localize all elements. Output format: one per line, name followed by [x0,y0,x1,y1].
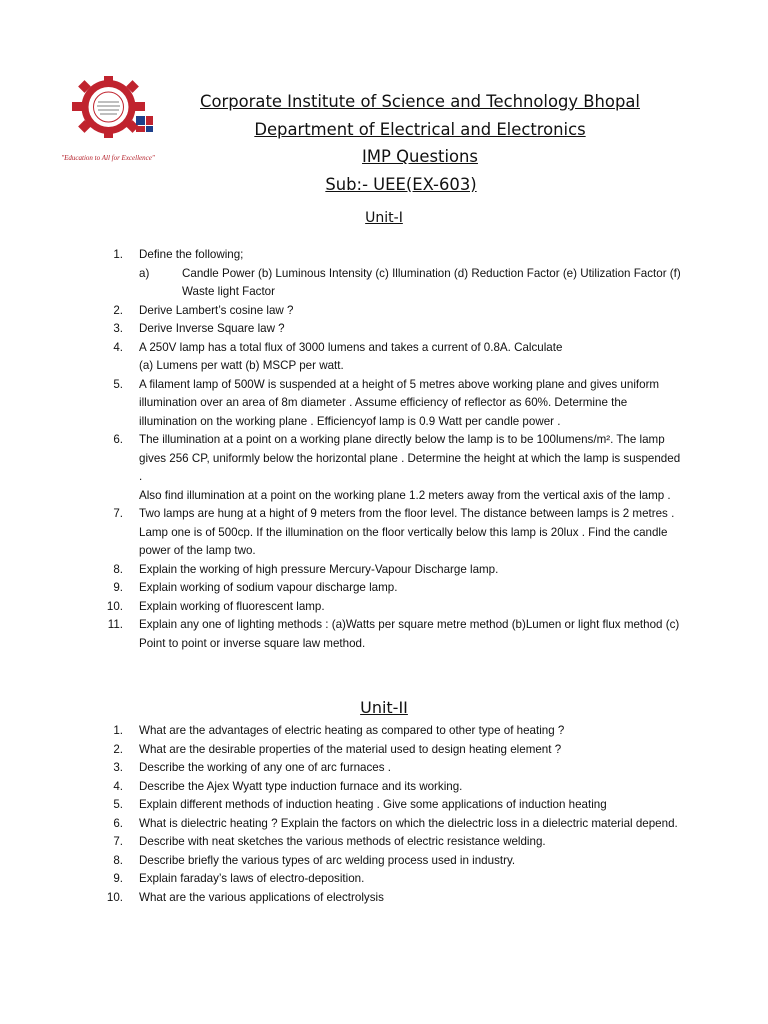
question-text-continued: (a) Lumens per watt (b) MSCP per watt. [139,359,344,372]
question-item [96,889,686,908]
unit-2-title: Unit-II [360,698,408,717]
question-item [96,722,686,741]
sub-question-text: Candle Power (b) Luminous Intensity (c) Illumination (d) Reduction Factor (e) Utilization Factor (f) Waste light Factor [182,266,681,298]
question-item [96,778,686,797]
question-number: 2. [113,303,123,317]
question-item [96,561,686,580]
question-number: 11. [107,618,123,631]
question-number: 5. [113,377,123,391]
question-text: Explain different methods of induction heating . Give some applications of induction heating [139,798,607,811]
question-number: 6. [113,816,123,830]
question-number: 9. [113,581,123,594]
question-item [96,815,686,834]
unit-2-question-list [96,722,686,907]
question-number: 3. [113,761,123,774]
question-number: 4. [113,340,123,354]
question-item [96,833,686,852]
question-text: Describe with neat sketches the various methods of electric resistance welding. [139,835,546,848]
subject-code: Sub:- UEE(EX-603) [325,174,477,194]
question-item [96,741,686,760]
question-text: Explain any one of lighting methods : (a)Watts per square metre method (b)Lumen or light flux method (c) Point to point or inverse square law method. [139,618,680,650]
logo-tagline: "Education to All for Excellence" [61,154,155,162]
question-text: Describe the Ajex Wyatt type induction furnace and its working. [139,779,463,793]
question-item [96,796,686,815]
question-item [96,505,686,561]
sub-question-letter: a) [139,266,150,280]
institute-logo [52,72,164,172]
question-number: 10. [106,599,123,613]
question-text: Explain working of fluorescent lamp. [139,599,325,613]
question-number: 9. [113,872,123,885]
question-number: 2. [113,742,123,756]
sub-question-item [139,265,686,302]
question-text: Define the following; [139,248,244,261]
question-text: What are the desirable properties of the material used to design heating element ? [139,742,562,756]
question-text: A 250V lamp has a total flux of 3000 lumens and takes a current of 0.8A. Calculate [139,340,563,354]
sub-question-list [139,265,686,302]
question-text: The illumination at a point on a working plane directly below the lamp is to be 100lumens/m². The lamp gives 256 CP, uniformly below the horizontal plane . Determine the height at which the lamp is suspended . [139,433,681,483]
question-text: What are the various applications of electrolysis [139,890,384,904]
document-header [150,88,690,198]
question-number: 10. [106,890,123,904]
question-item [96,870,686,889]
question-number: 7. [113,507,123,520]
question-item [96,339,686,376]
question-item [96,616,686,653]
question-number: 8. [113,562,123,576]
question-text: Explain the working of high pressure Mercury-Vapour Discharge lamp. [139,562,499,576]
question-text: Explain working of sodium vapour discharge lamp. [139,581,398,594]
unit-1-question-list [96,246,686,653]
question-number: 6. [113,433,123,446]
question-text: What is dielectric heating ? Explain the factors on which the dielectric loss in a dielectric material depend. [139,816,678,830]
question-number: 1. [113,248,123,261]
question-item [96,320,686,339]
question-number: 4. [113,779,123,793]
question-number: 7. [113,835,123,848]
question-text: Derive Lambert’s cosine law ? [139,303,294,317]
question-number: 3. [113,322,123,335]
question-text: Two lamps are hung at a hight of 9 meters from the floor level. The distance between lamps is 2 metres . Lamp one is of 500cp. If the illumination on the floor vertically below this lamp is 20lux . Find the candle power of the lamp two. [139,507,675,557]
question-item [96,376,686,432]
question-text: Describe the working of any one of arc furnaces . [139,761,391,774]
unit-1-title: Unit-I [365,210,403,226]
question-number: 5. [113,798,123,811]
question-item [96,302,686,321]
question-text: Describe briefly the various types of arc welding process used in industry. [139,853,516,867]
question-item [96,852,686,871]
question-number: 1. [113,724,123,737]
question-item [96,759,686,778]
question-item [96,579,686,598]
question-text: Derive Inverse Square law ? [139,322,285,335]
question-text: What are the advantages of electric heating as compared to other type of heating ? [139,724,565,737]
question-item [96,431,686,505]
question-text-continued: Also find illumination at a point on the working plane 1.2 meters away from the vertical axis of the lamp . [139,488,671,502]
institute-name: Corporate Institute of Science and Technology Bhopal [200,92,640,111]
gear-emblem-icon [60,72,156,152]
question-item [96,246,686,302]
question-text: Explain faraday’s laws of electro-deposition. [139,872,365,885]
document-title: IMP Questions [362,147,478,166]
department-name: Department of Electrical and Electronics [254,119,586,139]
question-number: 8. [113,853,123,867]
question-text: A filament lamp of 500W is suspended at a height of 5 metres above working plane and gives uniform illumination over an area of 8m diameter . Assume efficiency of reflector as 60%. Determine the illumination on the working plane . Efficiencyof lamp is 0.9 Watt per candle power . [139,377,660,428]
question-item [96,598,686,617]
